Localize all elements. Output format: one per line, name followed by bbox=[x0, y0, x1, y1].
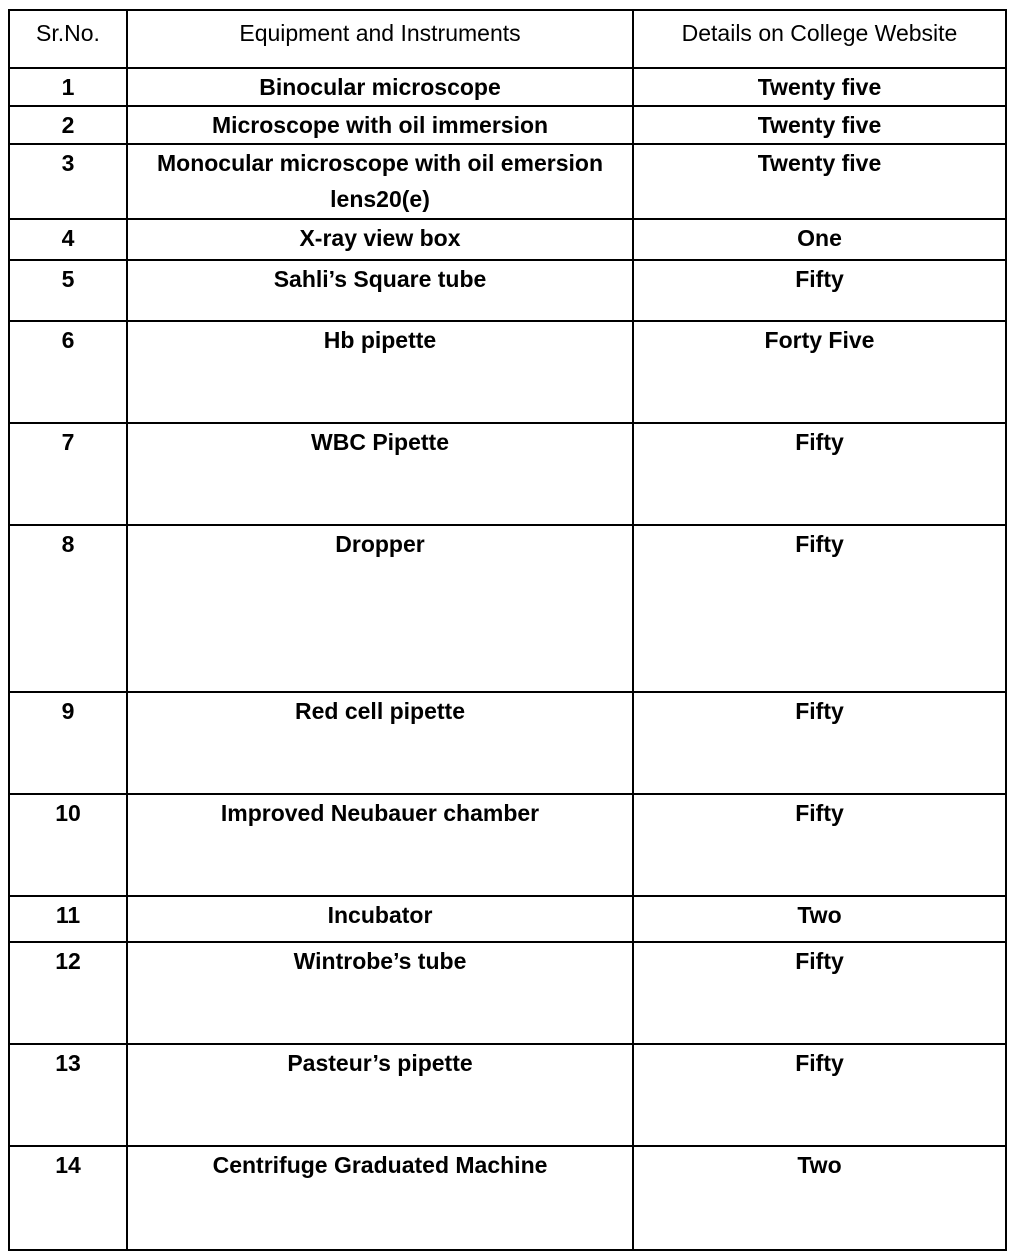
table-row bbox=[9, 692, 1006, 794]
cell-details: Twenty five bbox=[633, 68, 1006, 106]
cell-sr-no: 5 bbox=[9, 260, 127, 321]
cell-sr-no: 4 bbox=[9, 219, 127, 260]
cell-equipment: X-ray view box bbox=[127, 219, 633, 260]
table-row bbox=[9, 942, 1006, 1044]
header-details: Details on College Website bbox=[633, 10, 1006, 68]
cell-sr-no: 6 bbox=[9, 321, 127, 423]
cell-sr-no: 9 bbox=[9, 692, 127, 794]
table-row bbox=[9, 321, 1006, 423]
table-row bbox=[9, 260, 1006, 321]
table-row bbox=[9, 525, 1006, 692]
cell-sr-no: 13 bbox=[9, 1044, 127, 1146]
cell-sr-no: 10 bbox=[9, 794, 127, 896]
cell-details: Fifty bbox=[633, 942, 1006, 1044]
cell-sr-no: 11 bbox=[9, 896, 127, 942]
cell-equipment: Dropper bbox=[127, 525, 633, 692]
cell-details: Fifty bbox=[633, 692, 1006, 794]
cell-details: Fifty bbox=[633, 794, 1006, 896]
cell-equipment: Binocular microscope bbox=[127, 68, 633, 106]
cell-equipment: WBC Pipette bbox=[127, 423, 633, 525]
cell-sr-no: 8 bbox=[9, 525, 127, 692]
table-row bbox=[9, 794, 1006, 896]
table-row bbox=[9, 423, 1006, 525]
table-row bbox=[9, 68, 1006, 106]
cell-equipment: Improved Neubauer chamber bbox=[127, 794, 633, 896]
equipment-table bbox=[8, 9, 1007, 1251]
cell-equipment: Hb pipette bbox=[127, 321, 633, 423]
table-row bbox=[9, 106, 1006, 144]
cell-details: Twenty five bbox=[633, 144, 1006, 219]
cell-details: Fifty bbox=[633, 1044, 1006, 1146]
cell-equipment: Centrifuge Graduated Machine bbox=[127, 1146, 633, 1250]
cell-sr-no: 1 bbox=[9, 68, 127, 106]
cell-sr-no: 14 bbox=[9, 1146, 127, 1250]
cell-sr-no: 3 bbox=[9, 144, 127, 219]
cell-details: Fifty bbox=[633, 525, 1006, 692]
table-body bbox=[9, 68, 1006, 1250]
table-row bbox=[9, 219, 1006, 260]
table-row bbox=[9, 1146, 1006, 1250]
header-sr-no: Sr.No. bbox=[9, 10, 127, 68]
cell-details: One bbox=[633, 219, 1006, 260]
cell-equipment: Monocular microscope with oil emersion lens20(e) bbox=[127, 144, 633, 219]
cell-details: Fifty bbox=[633, 423, 1006, 525]
table-row bbox=[9, 896, 1006, 942]
header-row bbox=[9, 10, 1006, 68]
header-equipment: Equipment and Instruments bbox=[127, 10, 633, 68]
table-header bbox=[9, 10, 1006, 68]
cell-equipment: Pasteur’s pipette bbox=[127, 1044, 633, 1146]
cell-details: Forty Five bbox=[633, 321, 1006, 423]
cell-equipment: Microscope with oil immersion bbox=[127, 106, 633, 144]
cell-details: Twenty five bbox=[633, 106, 1006, 144]
cell-sr-no: 12 bbox=[9, 942, 127, 1044]
cell-equipment: Incubator bbox=[127, 896, 633, 942]
cell-details: Two bbox=[633, 896, 1006, 942]
cell-equipment: Red cell pipette bbox=[127, 692, 633, 794]
cell-details: Fifty bbox=[633, 260, 1006, 321]
table-row bbox=[9, 144, 1006, 219]
cell-sr-no: 2 bbox=[9, 106, 127, 144]
cell-equipment: Sahli’s Square tube bbox=[127, 260, 633, 321]
table-row bbox=[9, 1044, 1006, 1146]
cell-equipment: Wintrobe’s tube bbox=[127, 942, 633, 1044]
cell-details: Two bbox=[633, 1146, 1006, 1250]
cell-sr-no: 7 bbox=[9, 423, 127, 525]
